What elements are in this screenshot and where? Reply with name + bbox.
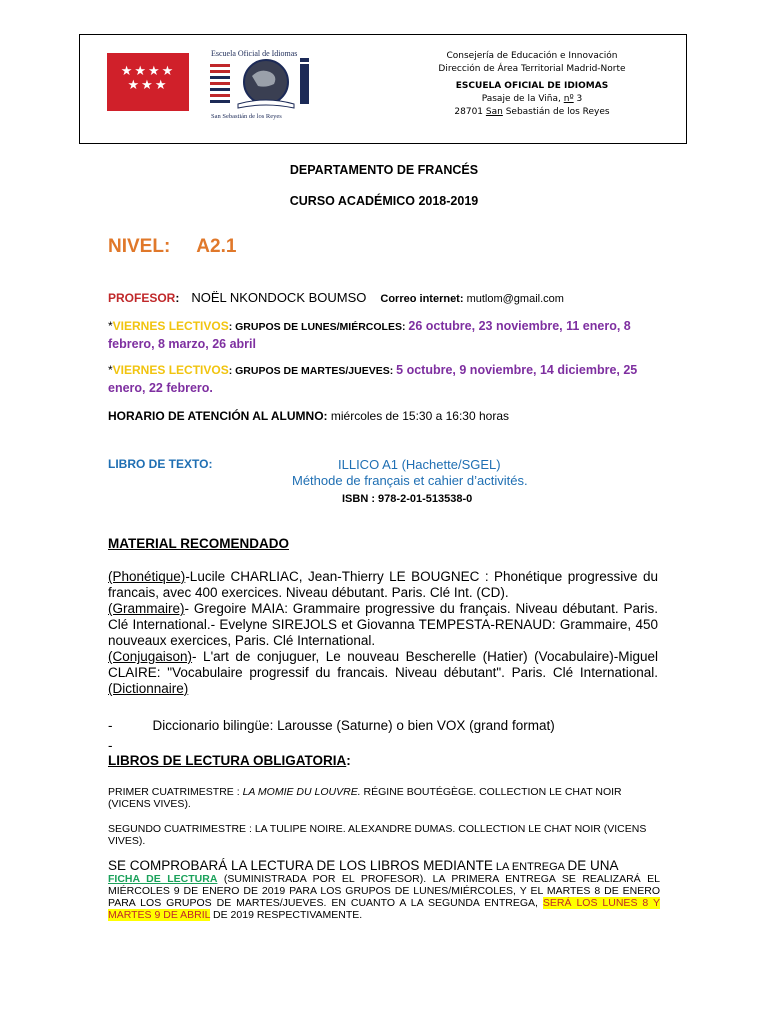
header-line-5-a: 28701: [454, 107, 486, 117]
nivel: [108, 236, 236, 258]
header-line-2: Dirección de Área Territorial Madrid-Norte: [438, 64, 626, 74]
lectura-heading: [108, 752, 668, 769]
viernes2-label: VIERNES LECTIVOS: [112, 363, 229, 377]
header-line-4-a: Pasaje de la Viña,: [481, 94, 564, 104]
phonetique-label: (Phonétique): [108, 569, 186, 584]
grammaire-label: (Grammaire): [108, 601, 185, 616]
eoi-logo: [208, 49, 326, 121]
course-title: CURSO ACADÉMICO 2018-2019: [289, 194, 479, 208]
comp-a: SE COMPROBARÁ LA LECTURA DE LOS LIBROS MEDIANTE: [108, 858, 493, 873]
primer-title: LA MOMIE DU LOUVRE.: [242, 786, 361, 798]
comp-d: (SUMINISTRADA POR EL PROFESOR). LA PRIMERA ENTREGA SE REALIZARÁ EL MIÉRCOLES 9 DE ENERO DE 2019 PARA LOS GRUPOS DE LUNES/MIÉRCOLES, Y EL MARTES 8 DE ENERO PARA LOS GRUPOS DE MARTES/JUEVES. EN CUANTO A LA SEGUNDA ENTREGA,: [108, 873, 660, 909]
conjugaison-label: (Conjugaison): [108, 649, 193, 664]
header-line-3: ESCUELA OFICIAL DE IDIOMAS: [455, 81, 609, 91]
nivel-value: A2.1: [196, 236, 237, 257]
phonetique-text: -Lucile CHARLIAC, Jean-Thierry LE BOUGNEC : Phonétique progressive du francais, avec 400 exercices. Niveau débutant. Paris. Clé Int. (CD).: [108, 569, 658, 600]
profesor-colon: :: [175, 291, 180, 305]
comp-b: LA ENTREGA: [492, 861, 568, 873]
header-line-5-c: Sebastián de los Reyes: [502, 107, 610, 117]
viernes1-star: *: [108, 319, 113, 333]
grammaire-text: - Gregoire MAIA: Grammaire progressive du français. Niveau débutant. Paris. Clé International.- Evelyne SIREJOLS et Giovanna TEMPESTA-RENAUD: Grammaire, 450 nouveaux exercices, Paris. Clé International.: [108, 601, 658, 648]
profesor-line: [108, 289, 668, 308]
viernes2-colon2: :: [389, 365, 397, 377]
viernes2-dates: 5 octubre, 9 noviembre, 14 diciembre, 25 enero, 22 febrero.: [108, 363, 638, 395]
dictionnaire-label: (Dictionnaire): [108, 681, 189, 696]
material-heading: MATERIAL RECOMENDADO: [108, 536, 289, 551]
letterhead: [79, 34, 687, 144]
header-line-5: [392, 106, 672, 119]
dictionary-dash: -: [108, 718, 113, 733]
segundo-cuatrimestre: SEGUNDO CUATRIMESTRE : LA TULIPE NOIRE. ALEXANDRE DUMAS. COLLECTION LE CHAT NOIR (VICENS VIVES).: [108, 823, 647, 847]
header-line-4-b: nº: [563, 94, 574, 104]
viernes1-label: VIERNES LECTIVOS: [112, 319, 229, 333]
lectura-heading-text: LIBROS DE LECTURA OBLIGATORIA: [108, 753, 347, 768]
primer-rest: RÉGINE BOUTÉGÈGE. COLLECTION LE CHAT NOIR (VICENS VIVES).: [108, 786, 622, 810]
dash-line: -: [108, 738, 113, 753]
comp-c: DE UNA: [567, 858, 619, 873]
header-line-4: [392, 93, 672, 106]
viernes1-dates: 26 octubre, 23 noviembre, 11 enero, 8 febrero, 8 marzo, 26 abril: [108, 319, 631, 351]
viernes1-colon: :: [228, 321, 236, 333]
lectura-heading-colon: :: [346, 753, 351, 768]
institution-address: [392, 50, 672, 119]
libro-subtitle-text: Méthode de français et cahier d’activités.: [292, 473, 528, 488]
email-label: Correo internet:: [380, 293, 464, 305]
eoi-logo-subtitle: San Sebastián de los Reyes: [211, 113, 282, 120]
email-value: mutlom@gmail.com: [463, 293, 564, 305]
viernes1-colon2: :: [401, 321, 409, 333]
flag-stars: ★★★★ ★★★: [120, 64, 176, 93]
viernes-lectivos-2: [108, 362, 668, 397]
libro-title-text: ILLICO A1 (Hachette/SGEL): [338, 457, 501, 472]
libro-isbn: ISBN : 978-2-01-513538-0: [342, 493, 473, 505]
primer-cuatrimestre: [108, 786, 660, 810]
eoi-globe-icon: [208, 58, 326, 114]
madrid-flag-logo: [107, 53, 189, 111]
header-line-4-c: 3: [573, 94, 583, 104]
header-line-1: Consejería de Educación e Innovación: [446, 51, 618, 61]
dictionary-line: [108, 718, 658, 734]
department-title: DEPARTAMENTO DE FRANCÉS: [289, 163, 479, 177]
horario-value: miércoles de 15:30 a 16:30 horas: [327, 409, 509, 423]
viernes2-colon: :: [228, 365, 236, 377]
nivel-label: NIVEL:: [108, 236, 171, 257]
highlighted-date: SERÁ LOS LUNES 8 Y MARTES 9 DE ABRIL: [108, 897, 661, 921]
eoi-logo-title: Escuela Oficial de Idiomas: [211, 49, 298, 58]
comp-e: DE 2019 RESPECTIVAMENTE.: [210, 909, 363, 921]
libro-label-text: LIBRO DE TEXTO:: [108, 457, 213, 471]
profesor-label: PROFESOR: [108, 291, 176, 305]
viernes2-groups: GRUPOS DE MARTES/JUEVES: [235, 365, 390, 377]
dictionary-text: Diccionario bilingüe: Larousse (Saturne) o bien VOX (grand format): [152, 718, 555, 733]
ficha-de-lectura: FICHA DE LECTURA: [108, 873, 218, 885]
libro-subtitle: [292, 472, 652, 490]
material-paragraph: [108, 569, 658, 697]
viernes1-groups: GRUPOS DE LUNES/MIÉRCOLES: [235, 321, 402, 333]
comprobacion-paragraph: [108, 860, 660, 921]
header-line-5-b: San: [485, 107, 503, 117]
horario-line: [108, 408, 668, 425]
profesor-name: NOËL NKONDOCK BOUMSO: [191, 290, 367, 305]
viernes-lectivos-1: [108, 318, 668, 353]
horario-label: HORARIO DE ATENCIÓN AL ALUMNO:: [108, 409, 328, 423]
conjugaison-text: - L'art de conjuguer, Le nouveau Bescherelle (Hatier) (Vocabulaire)-Miguel CLAIRE: "Vocabulaire progressif du francais. Niveau débutant". Paris. Clé International.: [108, 649, 658, 680]
primer-label: PRIMER CUATRIMESTRE :: [108, 786, 243, 798]
viernes2-star: *: [108, 363, 113, 377]
